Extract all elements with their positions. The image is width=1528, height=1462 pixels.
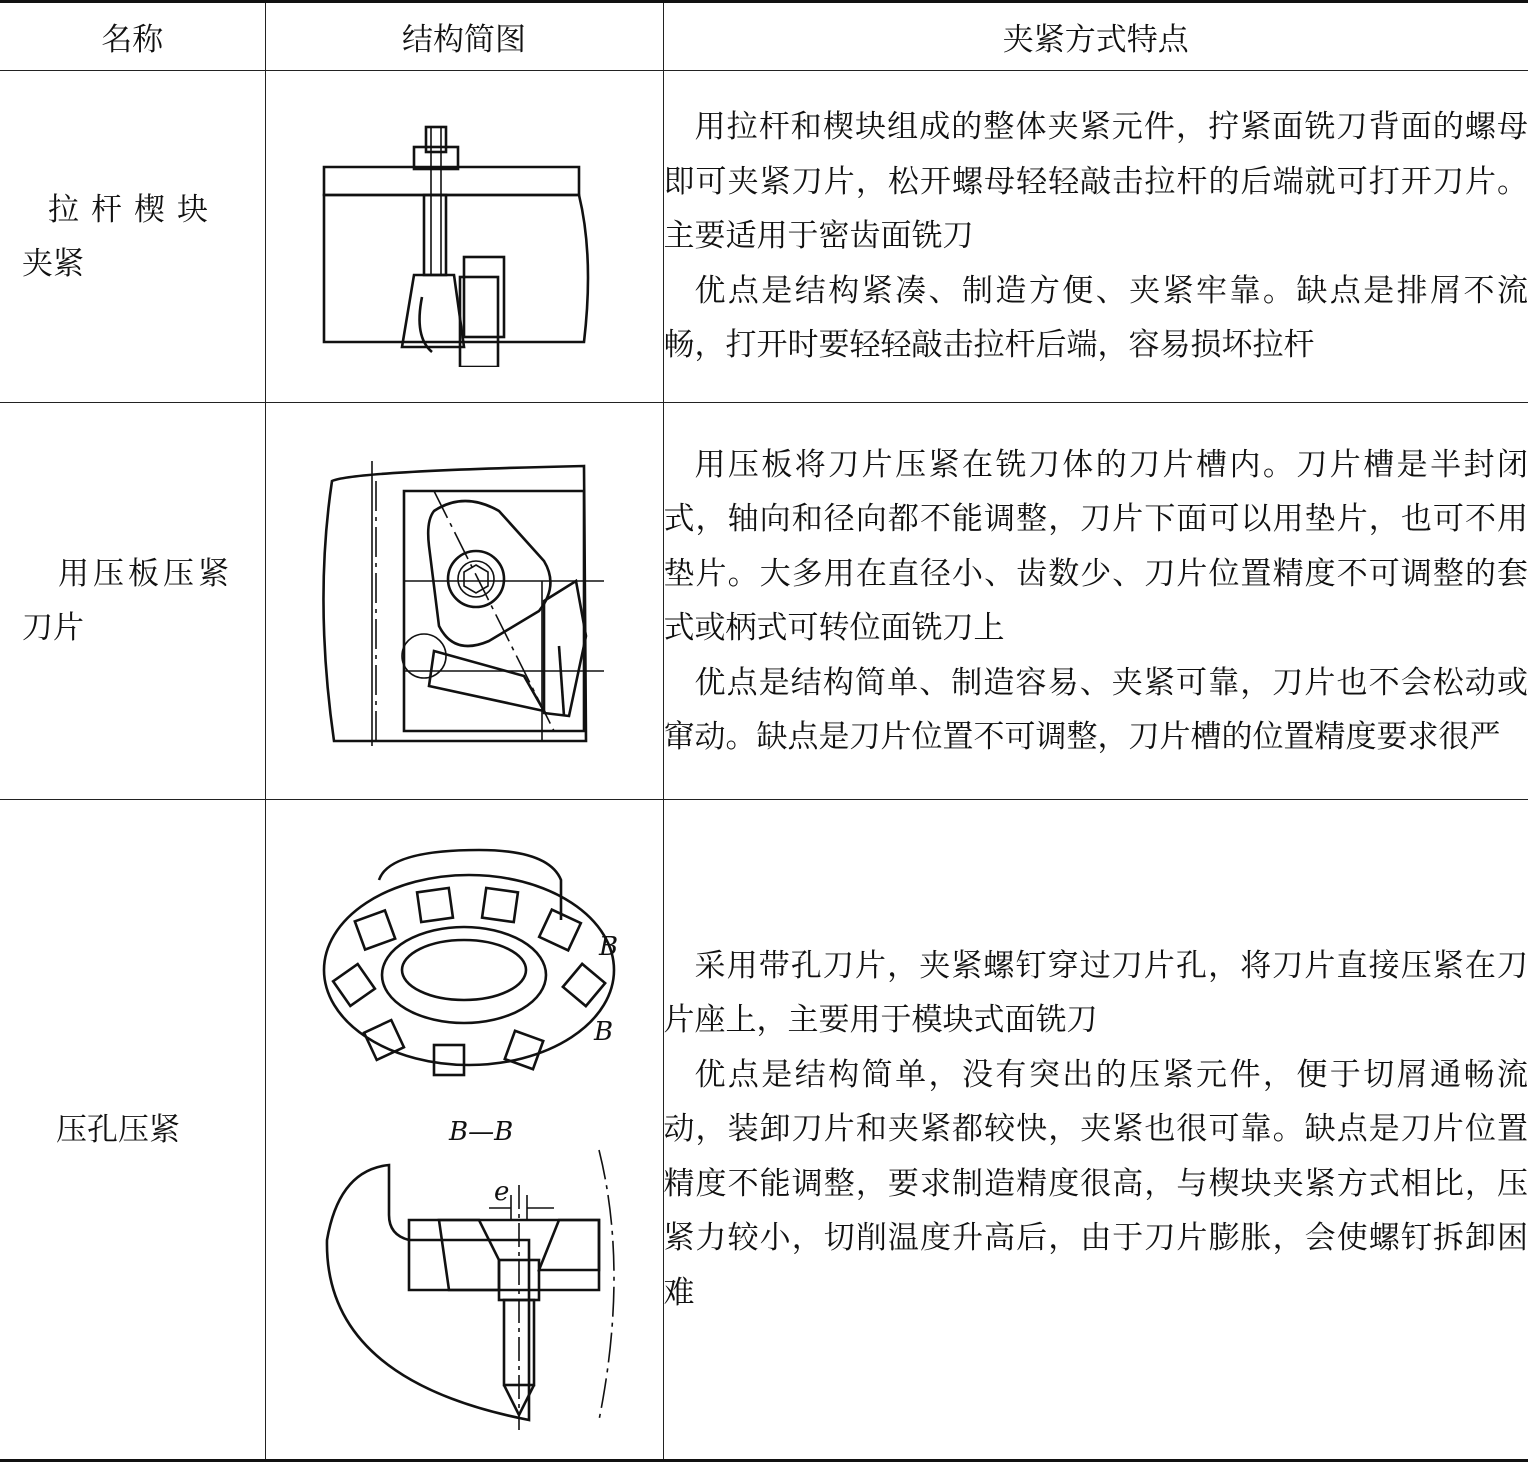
description-paragraph: 用压板将刀片压紧在铣刀体的刀片槽内。刀片槽是半封闭式，轴向和径向都不能调整，刀片下面可以用垫片，也可不用垫片。大多用在直径小、齿数少、刀片位置精度不可调整的套式或柄式可转位面铣刀上 — [663, 446, 1528, 646]
row-figure-cell — [265, 71, 663, 403]
table-row — [0, 71, 1528, 403]
hole-clamp-cutter-diagram-icon — [299, 820, 629, 1440]
cutter-top-view — [324, 850, 618, 1075]
row-figure-cell — [265, 800, 663, 1461]
row-description-cell — [663, 403, 1528, 800]
table-row — [0, 800, 1528, 1461]
description-paragraph: 优点是结构简单、制造容易、夹紧可靠，刀片也不会松动或窜动。缺点是刀片位置不可调整，刀片槽的位置精度要求很严 — [663, 664, 1528, 755]
description-paragraph: 优点是结构简单，没有突出的压紧元件，便于切屑通畅流动，装卸刀片和夹紧都较快，夹紧也很可靠。缺点是刀片位置精度不能调整，要求制造精度很高，与楔块夹紧方式相比，压紧力较小，切削温度升高后，由于刀片膨胀，会使螺钉拆卸困难 — [663, 1056, 1528, 1311]
row-name-line2: 夹紧 — [22, 245, 84, 282]
row-figure-cell — [265, 403, 663, 800]
table-row — [0, 403, 1528, 800]
description-paragraph: 优点是结构紧凑、制造方便、夹紧牢靠。缺点是排屑不流畅，打开时要轻轻敲击拉杆后端，容易损坏拉杆 — [663, 272, 1528, 364]
wedge-rod-clamp-diagram-icon — [314, 107, 614, 367]
row-name-line1: 拉杆楔块 — [48, 191, 220, 228]
header-row — [0, 2, 1528, 71]
section-mark-b-upper: B — [599, 931, 619, 962]
description-paragraph: 用拉杆和楔块组成的整体夹紧元件，拧紧面铣刀背面的螺母即可夹紧刀片，松开螺母轻轻敲击拉杆的后端就可打开刀片。主要适用于密齿面铣刀 — [663, 109, 1528, 255]
section-mark-b-lower: B — [594, 1016, 614, 1047]
row-description-cell — [663, 800, 1528, 1461]
row-name-cell — [0, 403, 265, 800]
dimension-e-label: e — [494, 1176, 510, 1207]
section-view — [327, 1117, 614, 1430]
header-diagram: 结构简图 — [265, 2, 663, 71]
row-name-cell — [0, 71, 265, 403]
header-name: 名称 — [0, 2, 265, 71]
row-name-line1: 用压板压紧 — [58, 556, 233, 592]
section-title: B—B — [449, 1116, 514, 1147]
row-name-cell: 压孔压紧 — [0, 800, 265, 1461]
header-features: 夹紧方式特点 — [663, 2, 1528, 71]
row-name-line2: 刀片 — [22, 610, 84, 646]
clamp-plate-diagram-icon — [314, 451, 614, 751]
description-paragraph: 采用带孔刀片，夹紧螺钉穿过刀片孔，将刀片直接压紧在刀片座上，主要用于模块式面铣刀 — [663, 947, 1528, 1039]
row-description-cell — [663, 71, 1528, 403]
